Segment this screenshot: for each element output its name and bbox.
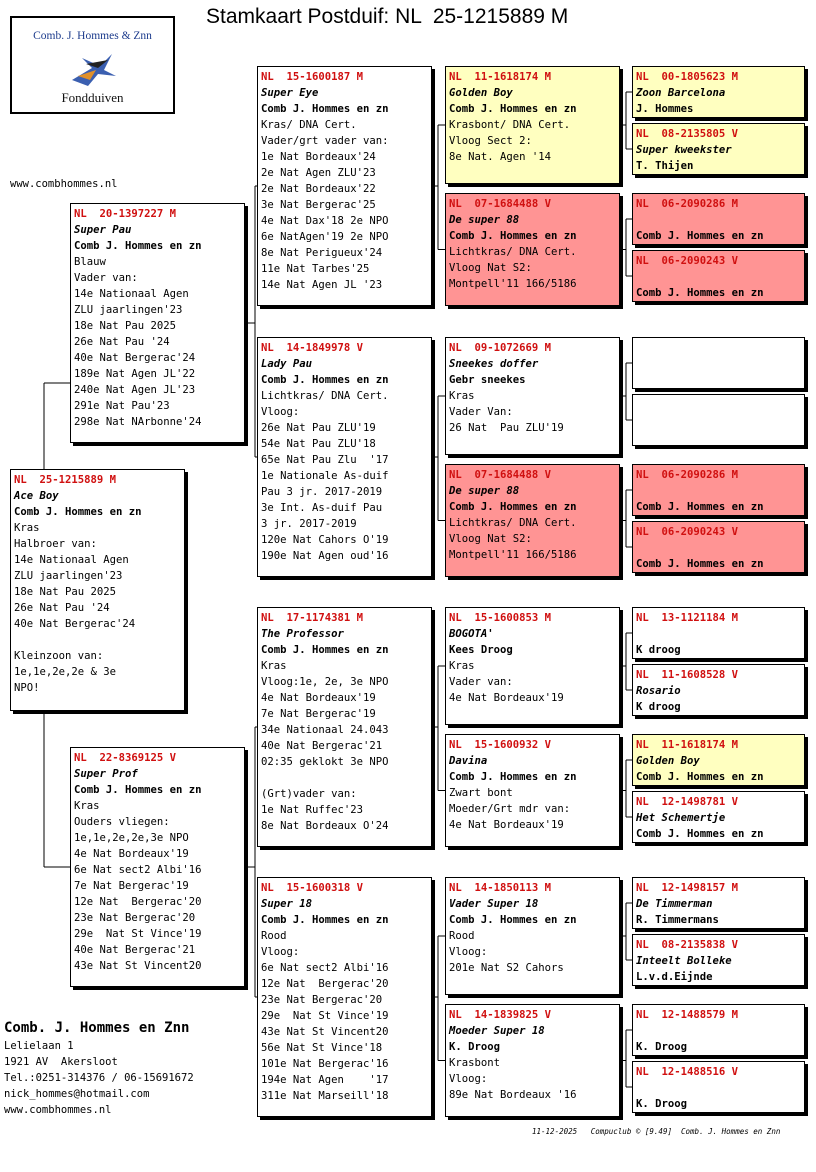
info-line: Lichtkras/ DNA Cert. (261, 390, 389, 402)
pigeon-name: Moeder Super 18 (449, 1025, 545, 1037)
info-line: 8e Nat. Agen '14 (449, 151, 552, 163)
owner-name: R. Timmermans (636, 914, 719, 926)
info-line: 101e Nat Bergerac'16 (261, 1058, 389, 1070)
owner-name: Comb J. Hommes en zn (261, 103, 389, 115)
info-line: Kras (449, 390, 475, 402)
ring-number: NL 06-2090243 V (636, 255, 739, 267)
info-line: 18e Nat Pau 2025 (14, 586, 117, 598)
owner-name: K. Droog (636, 1041, 688, 1053)
pigeon-name: BOGOTA' (449, 628, 494, 640)
info-line: Montpell'11 166/5186 (449, 278, 577, 290)
info-line: Vloog Sect 2: (449, 135, 532, 147)
info-line: 12e Nat Bergerac'20 (74, 896, 202, 908)
pigeon-name: Super Pau (74, 224, 132, 236)
info-line: 89e Nat Bordeaux '16 (449, 1089, 577, 1101)
info-line: 2e Nat Bordeaux'22 (261, 183, 376, 195)
info-line: Rood (261, 930, 287, 942)
info-line: ZLU jaarlingen'23 (74, 304, 183, 316)
info-line: 1e Nat Ruffec'23 (261, 804, 364, 816)
ring-number: NL 12-1498157 M (636, 882, 739, 894)
owner-name: K. Droog (449, 1041, 501, 1053)
info-line: 26e Nat Pau ZLU'19 (261, 422, 376, 434)
info-line: Blauw (74, 256, 106, 268)
pigeon-card-fm (257, 337, 432, 577)
pigeon-card-fff (445, 66, 620, 184)
ring-number: NL 08-2135805 V (636, 128, 739, 140)
info-line: 34e Nationaal 24.043 (261, 724, 389, 736)
info-line: Vloog:1e, 2e, 3e NPO (261, 676, 389, 688)
info-line: Rood (449, 930, 475, 942)
info-line: 2e Nat Agen ZLU'23 (261, 167, 376, 179)
ring-number: NL 07-1684488 V (449, 198, 552, 210)
info-line: ZLU jaarlingen'23 (14, 570, 123, 582)
info-line: 3e Int. As-duif Pau (261, 502, 383, 514)
info-line: 40e Nat Bergerac'24 (74, 352, 196, 364)
spacer (636, 1080, 801, 1096)
owner-name: Comb J. Hommes en zn (636, 558, 764, 570)
pigeon-card-f (70, 203, 245, 443)
pigeon-name: Ace Boy (14, 490, 59, 502)
info-line: 4e Nat Bordeaux'19 (449, 819, 564, 831)
info-line: 14e Nationaal Agen (14, 554, 129, 566)
ring-number: NL 12-1488516 V (636, 1066, 739, 1078)
ring-number: NL 11-1608528 V (636, 669, 739, 681)
pigeon-card-g7 (632, 464, 805, 516)
pigeon-card-mff (445, 607, 620, 725)
ring-number: NL 14-1850113 M (449, 882, 552, 894)
ring-number: NL 12-1498781 V (636, 796, 739, 808)
info-line: Lichtkras/ DNA Cert. (449, 246, 577, 258)
pigeon-card-mf (257, 607, 432, 847)
info-line: 1e,1e,2e,2e & 3e (14, 666, 117, 678)
info-line: (Grt)vader van: (261, 788, 357, 800)
info-line: Vader van: (74, 272, 138, 284)
info-line: 189e Nat Agen JL'22 (74, 368, 196, 380)
ring-number: NL 12-1488579 M (636, 1009, 739, 1021)
info-line: 23e Nat Bergerac'20 (261, 994, 383, 1006)
spacer (636, 269, 801, 285)
info-line: 18e Nat Pau 2025 (74, 320, 177, 332)
info-line: 4e Nat Bordeaux'19 (261, 692, 376, 704)
info-line: Vader Van: (449, 406, 513, 418)
owner-name: K droog (636, 644, 681, 656)
website-top: www.combhommes.nl (10, 178, 118, 190)
info-line: 201e Nat S2 Cahors (449, 962, 564, 974)
pigeon-name: Golden Boy (636, 755, 700, 767)
owner-name: Comb J. Hommes en zn (449, 914, 577, 926)
info-line: 65e Nat Pau Zlu '17 (261, 454, 389, 466)
pigeon-name: Vader Super 18 (449, 898, 539, 910)
info-line: Krasbont/ DNA Cert. (449, 119, 571, 131)
pigeon-name: De Timmerman (636, 898, 713, 910)
contact-line: Lelielaan 1 (4, 1040, 74, 1052)
spacer (636, 626, 801, 642)
pigeon-name: Super 18 (261, 898, 313, 910)
info-line: Vloog Nat S2: (449, 533, 532, 545)
pigeon-name: De super 88 (449, 485, 520, 497)
info-line: 120e Nat Cahors O'19 (261, 534, 389, 546)
pigeon-name: Davina (449, 755, 488, 767)
info-line: 40e Nat Bergerac'21 (74, 944, 196, 956)
owner-name: Comb J. Hommes en zn (636, 230, 764, 242)
ring-number: NL 06-2090286 M (636, 469, 739, 481)
spacer (636, 540, 801, 556)
owner-name: Comb J. Hommes en zn (261, 644, 389, 656)
ring-number: NL 22-8369125 V (74, 752, 177, 764)
pigeon-card-g15 (632, 1004, 805, 1056)
info-line: Kleinzoon van: (14, 650, 104, 662)
owner-name: Gebr sneekes (449, 374, 526, 386)
info-line: 194e Nat Agen '17 (261, 1074, 389, 1086)
pigeon-card-g2 (632, 123, 805, 175)
ring-number: NL 00-1805623 M (636, 71, 739, 83)
owner-name: Comb J. Hommes en zn (74, 784, 202, 796)
info-line: 4e Nat Bordeaux'19 (449, 692, 564, 704)
info-line: 14e Nat Agen JL '23 (261, 279, 383, 291)
pigeon-card-g14 (632, 934, 805, 986)
info-line: Lichtkras/ DNA Cert. (449, 517, 577, 529)
info-line: Montpell'11 166/5186 (449, 549, 577, 561)
ring-number: NL 06-2090243 V (636, 526, 739, 538)
owner-name: K. Droog (636, 1098, 688, 1110)
info-line: 43e Nat St Vincent20 (74, 960, 202, 972)
pigeon-card-mfm (445, 734, 620, 847)
pigeon-name: Golden Boy (449, 87, 513, 99)
ring-number: NL 15-1600853 M (449, 612, 552, 624)
pigeon-card-g1 (632, 66, 805, 118)
pigeon-card-fmf (445, 337, 620, 455)
pigeon-name: Inteelt Bolleke (636, 955, 732, 967)
info-line: 4e Nat Dax'18 2e NPO (261, 215, 389, 227)
info-line: 240e Nat Agen JL'23 (74, 384, 196, 396)
info-line: Vader/grt vader van: (261, 135, 389, 147)
info-line: Kras/ DNA Cert. (261, 119, 357, 131)
info-line: 26 Nat Pau ZLU'19 (449, 422, 564, 434)
info-line: 298e Nat NArbonne'24 (74, 416, 202, 428)
info-line: Vloog Nat S2: (449, 262, 532, 274)
ring-number: NL 11-1618174 M (449, 71, 552, 83)
contact-name: Comb. J. Hommes en Znn (4, 1020, 190, 1036)
pigeon-card-g13 (632, 877, 805, 929)
pigeon-card-mmm (445, 1004, 620, 1117)
ring-number: NL 20-1397227 M (74, 208, 177, 220)
contact-line: 1921 AV Akersloot (4, 1056, 118, 1068)
info-line: 8e Nat Bordeaux O'24 (261, 820, 389, 832)
pigeon-card-g11 (632, 734, 805, 786)
contact-line: Tel.:0251-314376 / 06-15691672 (4, 1072, 194, 1084)
owner-name: Comb J. Hommes en zn (261, 914, 389, 926)
pigeon-card-mmf (445, 877, 620, 995)
owner-name: T. Thijen (636, 160, 694, 172)
info-line: 4e Nat Bordeaux'19 (74, 848, 189, 860)
pigeon-card-p (10, 469, 185, 711)
pigeon-name: Rosario (636, 685, 681, 697)
ring-number: NL 07-1684488 V (449, 469, 552, 481)
pigeon-card-g3 (632, 193, 805, 245)
spacer (636, 1023, 801, 1039)
info-line: 8e Nat Perigueux'24 (261, 247, 383, 259)
info-line: 40e Nat Bergerac'21 (261, 740, 383, 752)
info-line: 23e Nat Bergerac'20 (74, 912, 196, 924)
page-title: Stamkaart Postduif: NL 25-1215889 M (206, 5, 569, 28)
owner-name: Comb J. Hommes en zn (74, 240, 202, 252)
ring-number: NL 14-1839825 V (449, 1009, 552, 1021)
pigeon-card-g9 (632, 607, 805, 659)
info-line: Kras (74, 800, 100, 812)
owner-name: Comb J. Hommes en zn (449, 501, 577, 513)
owner-name: Kees Droog (449, 644, 513, 656)
ring-number: NL 09-1072669 M (449, 342, 552, 354)
owner-name: Comb J. Hommes en zn (449, 230, 577, 242)
info-line: Vloog: (261, 406, 300, 418)
info-line: 56e Nat St Vince'18 (261, 1042, 383, 1054)
info-line: Kras (449, 660, 475, 672)
info-line: Vader van: (449, 676, 513, 688)
info-line: 291e Nat Pau'23 (74, 400, 170, 412)
footer: 11-12-2025 Compuclub © [9.49] Comb. J. Hommes en Znn (532, 1127, 781, 1136)
info-line: Vloog: (449, 1073, 488, 1085)
owner-name: Comb J. Hommes en zn (449, 771, 577, 783)
info-line: 6e Nat sect2 Albi'16 (74, 864, 202, 876)
owner-name: J. Hommes (636, 103, 694, 115)
pigeon-card-mm (257, 877, 432, 1117)
info-line: Vloog: (261, 946, 300, 958)
pigeon-name: Super Prof (74, 768, 138, 780)
ring-number: NL 15-1600318 V (261, 882, 364, 894)
info-line: Kras (261, 660, 287, 672)
info-line: 26e Nat Pau '24 (74, 336, 170, 348)
pigeon-card-g16 (632, 1061, 805, 1113)
ring-number: NL 13-1121184 M (636, 612, 739, 624)
pigeon-name: De super 88 (449, 214, 520, 226)
ring-number: NL 15-1600187 M (261, 71, 364, 83)
info-line: 54e Nat Pau ZLU'18 (261, 438, 376, 450)
owner-name: Comb J. Hommes en zn (636, 828, 764, 840)
pigeon-card-g10 (632, 664, 805, 716)
pigeon-card-g8 (632, 521, 805, 573)
ring-number: NL 17-1174381 M (261, 612, 364, 624)
info-line: 7e Nat Bergerac'19 (261, 708, 376, 720)
info-line: 7e Nat Bergerac'19 (74, 880, 189, 892)
pigeon-card-g4 (632, 250, 805, 302)
info-line: 12e Nat Bergerac'20 (261, 978, 389, 990)
owner-name: Comb J. Hommes en zn (261, 374, 389, 386)
owner-name: Comb J. Hommes en zn (636, 501, 764, 513)
info-line: Ouders vliegen: (74, 816, 170, 828)
ring-number: NL 15-1600932 V (449, 739, 552, 751)
contact-block (4, 1018, 194, 1118)
contact-line: www.combhommes.nl (4, 1104, 112, 1116)
logo-name: Comb. J. Hommes & Znn (33, 30, 152, 42)
info-line: NPO! (14, 682, 40, 694)
owner-name: Comb J. Hommes en zn (636, 771, 764, 783)
info-line: 26e Nat Pau '24 (14, 602, 110, 614)
pigeon-name: Zoon Barcelona (636, 87, 726, 99)
pigeon-name: Super Eye (261, 87, 319, 99)
info-line: 43e Nat St Vincent20 (261, 1026, 389, 1038)
info-line: 6e Nat sect2 Albi'16 (261, 962, 389, 974)
spacer (636, 212, 801, 228)
owner-name: Comb J. Hommes en zn (636, 287, 764, 299)
ring-number: NL 11-1618174 M (636, 739, 739, 751)
pigeon-card-fmm (445, 464, 620, 577)
ring-number: NL 06-2090286 M (636, 198, 739, 210)
pigeon-card-ff (257, 66, 432, 306)
owner-name: Comb J. Hommes en zn (14, 506, 142, 518)
contact-line: nick_hommes@hotmail.com (4, 1088, 150, 1100)
spacer (636, 483, 801, 499)
info-line: 3 jr. 2017-2019 (261, 518, 357, 530)
info-line: 6e NatAgen'19 2e NPO (261, 231, 389, 243)
info-line (14, 632, 181, 648)
info-line: Halbroer van: (14, 538, 97, 550)
info-line: Krasbont (449, 1057, 501, 1069)
info-line: Vloog: (449, 946, 488, 958)
info-line: 02:35 geklokt 3e NPO (261, 756, 389, 768)
info-line: 11e Nat Tarbes'25 (261, 263, 370, 275)
pigeon-card-m (70, 747, 245, 987)
pigeon-name: Het Schemertje (636, 812, 726, 824)
info-line: 29e Nat St Vince'19 (261, 1010, 389, 1022)
owner-name: L.v.d.Eijnde (636, 971, 713, 983)
info-line: 14e Nationaal Agen (74, 288, 189, 300)
ring-number: NL 14-1849978 V (261, 342, 364, 354)
pigeon-card-g12 (632, 791, 805, 843)
pigeon-card-g5 (632, 337, 805, 389)
info-line: 311e Nat Marseill'18 (261, 1090, 389, 1102)
pigeon-name: Lady Pau (261, 358, 313, 370)
ring-number: NL 25-1215889 M (14, 474, 117, 486)
pigeon-name: The Professor (261, 628, 344, 640)
owner-name: K droog (636, 701, 681, 713)
info-line: 190e Nat Agen oud'16 (261, 550, 389, 562)
info-line: 29e Nat St Vince'19 (74, 928, 202, 940)
pigeon-card-g6 (632, 394, 805, 446)
info-line: Moeder/Grt mdr van: (449, 803, 571, 815)
pigeon-name: Sneekes doffer (449, 358, 539, 370)
info-line: 3e Nat Bergerac'25 (261, 199, 376, 211)
info-line: 40e Nat Bergerac'24 (14, 618, 136, 630)
info-line: 1e Nat Bordeaux'24 (261, 151, 376, 163)
pigeon-name: Super kweekster (636, 144, 732, 156)
owner-name: Comb J. Hommes en zn (449, 103, 577, 115)
info-line: Kras (14, 522, 40, 534)
info-line: 1e,1e,2e,2e,3e NPO (74, 832, 189, 844)
info-line (261, 770, 428, 786)
logo-subtitle: Fondduiven (61, 90, 124, 105)
ring-number: NL 08-2135838 V (636, 939, 739, 951)
info-line: 1e Nationale As-duif (261, 470, 389, 482)
pigeon-card-ffm (445, 193, 620, 306)
info-line: Zwart bont (449, 787, 513, 799)
info-line: Pau 3 jr. 2017-2019 (261, 486, 383, 498)
